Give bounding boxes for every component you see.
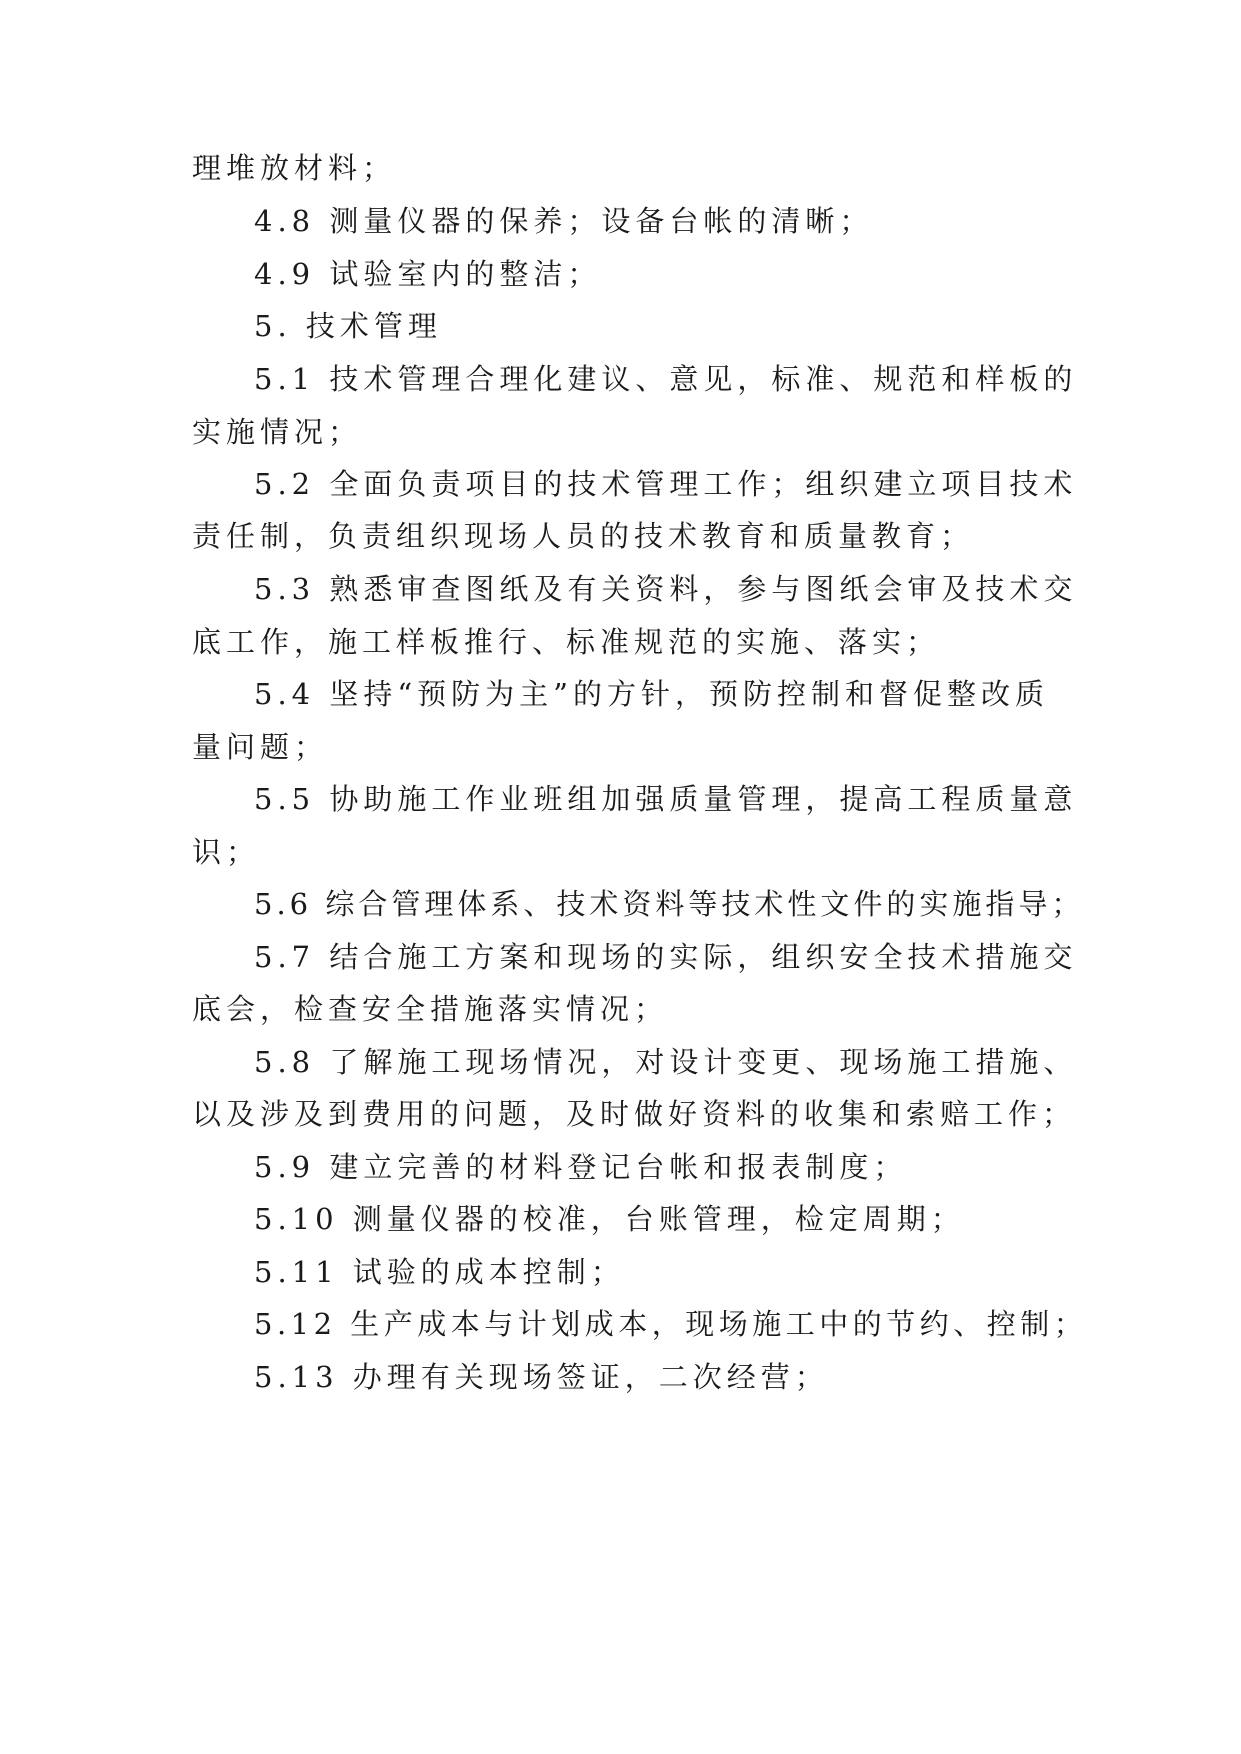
section-heading: 5. 技术管理 <box>254 309 442 343</box>
text-line: 5.7 结合施工方案和现场的实际，组织安全技术措施交 <box>254 940 1078 974</box>
text-line: 5.6 综合管理体系、技术资料等技术性文件的实施指导； <box>254 887 1085 921</box>
text-line: 量问题； <box>192 730 329 764</box>
text-line: 5.2 全面负责项目的技术管理工作；组织建立项目技术 <box>254 467 1078 501</box>
text-line: 实施情况； <box>192 415 363 449</box>
text-line: 理堆放材料； <box>192 151 397 185</box>
text-line: 5.13 办理有关现场签证，二次经营； <box>254 1360 829 1394</box>
text-line: 底工作，施工样板推行、标准规范的实施、落实； <box>192 625 941 659</box>
text-line: 5.10 测量仪器的校准，台账管理，检定周期； <box>254 1202 965 1236</box>
text-line: 责任制，负责组织现场人员的技术教育和质量教育； <box>192 519 975 553</box>
text-line: 4.9 试验室内的整洁； <box>254 257 602 291</box>
text-line: 识； <box>192 835 261 869</box>
text-line: 5.12 生产成本与计划成本，现场施工中的节约、控制； <box>254 1307 1088 1341</box>
text-line: 5.4 坚持“预防为主”的方针，预防控制和督促整改质 <box>254 677 1049 711</box>
text-line: 以及涉及到费用的问题，及时做好资料的收集和索赔工作； <box>192 1097 1077 1131</box>
text-line: 5.3 熟悉审查图纸及有关资料，参与图纸会审及技术交 <box>254 572 1078 606</box>
text-line: 5.8 了解施工现场情况，对设计变更、现场施工措施、 <box>254 1045 1078 1079</box>
text-line: 4.8 测量仪器的保养；设备台帐的清晰； <box>254 204 874 238</box>
text-line: 5.1 技术管理合理化建议、意见，标准、规范和样板的 <box>254 362 1078 396</box>
text-line: 底会，检查安全措施落实情况； <box>192 992 669 1026</box>
text-line: 5.11 试验的成本控制； <box>254 1255 625 1289</box>
text-line: 5.9 建立完善的材料登记台帐和报表制度； <box>254 1150 908 1184</box>
text-line: 5.5 协助施工作业班组加强质量管理，提高工程质量意 <box>254 782 1078 816</box>
